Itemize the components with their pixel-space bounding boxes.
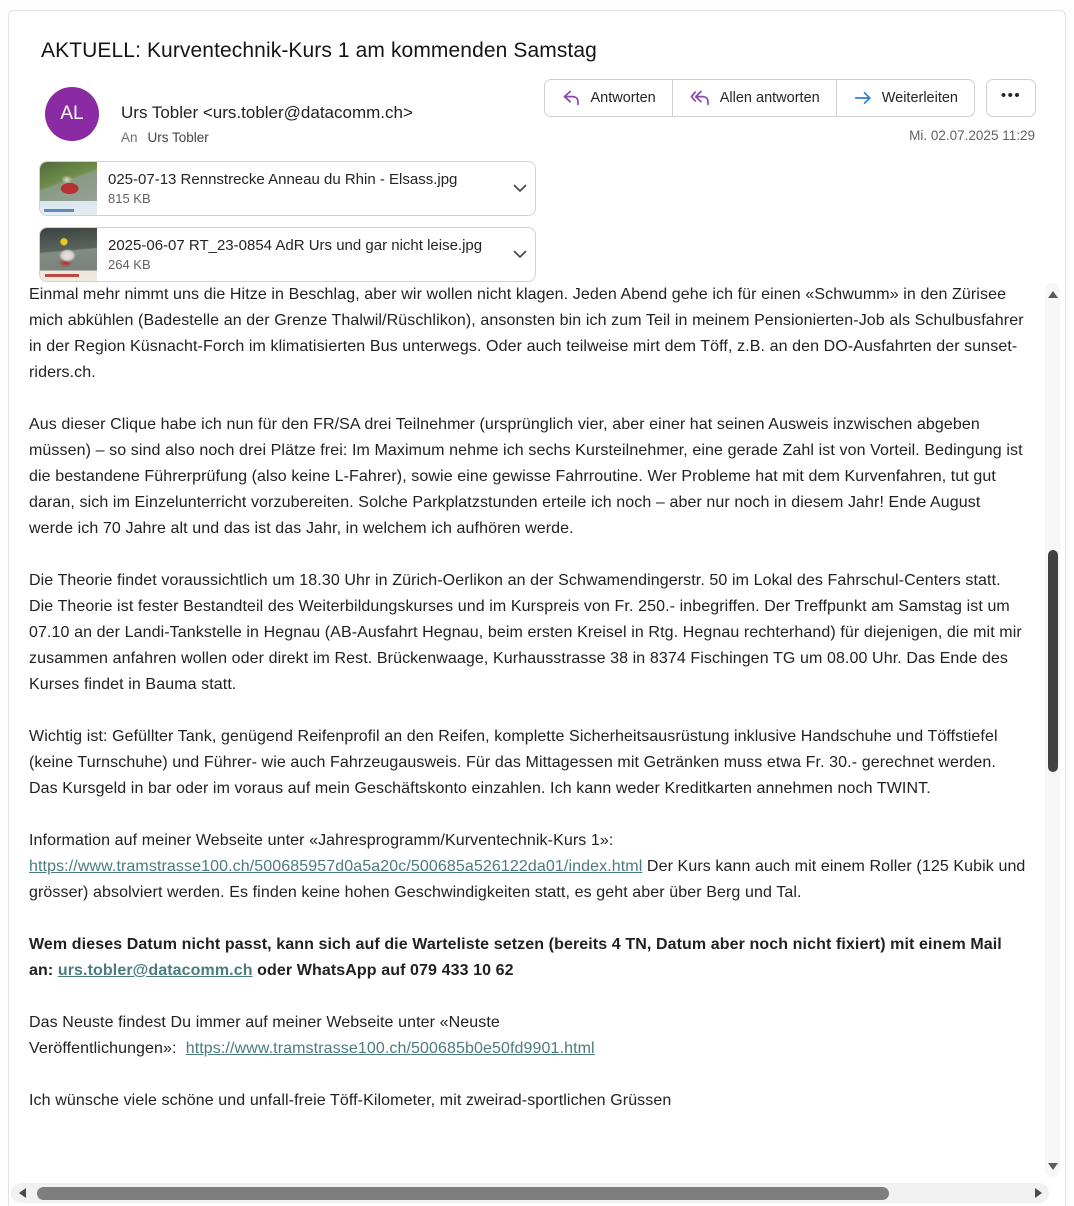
attachment-thumbnail xyxy=(40,162,97,215)
reply-label: Antworten xyxy=(590,90,656,106)
body-text: Der Kurs kann auch mit einem Roller (125 Kubik und grösser) absolviert werden. Es finden keine hohen Geschwindigkeiten statt, es geht aber über Berg und Tal. xyxy=(29,858,1026,901)
attachment-meta xyxy=(97,171,505,206)
body-link[interactable]: https://www.tramstrasse100.ch/500685b0e50fd9901.html xyxy=(185,1040,595,1057)
received-date: Mi. 02.07.2025 11:29 xyxy=(909,128,1035,143)
chevron-down-icon[interactable] xyxy=(505,250,535,259)
forward-icon xyxy=(853,88,873,108)
body-text: Aus dieser Clique habe ich nun für den FR/SA drei Teilnehmer (ursprünglich vier, aber einer hat seinen Ausweis inzwischen abgeben müssen) – so sind also noch drei Plätze frei: Im Maximum nehme ich sechs Kursteilnehmer, eine gerade Zahl ist von Vorteil. Bedingung ist die bestandene Führerprüfung (also keine L-Fahrer), sowie eine gewisse Fahrroutine. Wer Probleme hat mit dem Kurvenfahren, tut gut daran, sich im Einzelunterricht vorzubereiten. Solche Parkplatzstunden erteile ich noch – aber nur noch in diesem Jahr! Ende August werde ich 70 Jahre alt und das ist das Jahr, in welchem ich aufhören werde. xyxy=(29,416,1023,537)
attachment-name: 2025-06-07 RT_23-0854 AdR Urs und gar nicht leise.jpg xyxy=(108,237,483,254)
to-label: An xyxy=(121,130,138,145)
attachment-list xyxy=(39,161,536,293)
avatar-initials: AL xyxy=(60,103,84,124)
scroll-up-icon[interactable] xyxy=(1045,286,1060,302)
scroll-down-icon[interactable] xyxy=(1045,1158,1060,1174)
body-paragraph xyxy=(29,282,1027,386)
email-subject: AKTUELL: Kurventechnik-Kurs 1 am kommenden Samstag xyxy=(41,39,597,62)
response-toolbar xyxy=(544,79,975,117)
attachment-card[interactable] xyxy=(39,161,536,216)
attachment-thumbnail xyxy=(40,228,97,281)
body-text: Wichtig ist: Gefüllter Tank, genügend Reifenprofil an den Reifen, komplette Sicherheitsausrüstung inklusive Handschuhe und Töffstiefel (keine Turnschuhe) und Führer- wie auch Fahrzeugausweis. Für das Mittagessen mit Getränken muss etwa Fr. 30.- gerechnet werden. Das Kursgeld in bar oder im voraus auf mein Geschäftskonto einzahlen. Ich kann weder Kreditkarten annehmen noch TWINT. xyxy=(29,728,998,797)
recipient-line xyxy=(121,130,209,145)
body-paragraph xyxy=(29,568,1027,698)
email-body xyxy=(29,282,1027,1180)
reply-all-label: Allen antworten xyxy=(719,90,820,106)
body-text: Die Theorie findet voraussichtlich um 18.30 Uhr in Zürich-Oerlikon an der Schwamendingerstr. 50 im Lokal des Fahrschul-Centers statt. Die Theorie ist fester Bestandteil des Weiterbildungskurses und im Kurspreis von Fr. 250.- inbegriffen. Der Treffpunkt am Samstag ist um 07.10 an der Landi-Tankstelle in Hegnau (AB-Ausfahrt Hegnau, beim ersten Kreisel in Rtg. Hegnau rechterhand) für diejenigen, die mit mir zusammen anfahren wollen oder direkt im Rest. Brückenwaage, Kurhausstrasse 38 in 8374 Fischingen TG um 08.00 Uhr. Das Ende des Kurses findet in Bauma statt. xyxy=(29,572,1022,693)
scroll-left-icon[interactable] xyxy=(13,1183,31,1203)
email-reading-pane xyxy=(8,10,1066,1206)
reply-all-button[interactable] xyxy=(673,80,837,116)
body-paragraph xyxy=(29,412,1027,542)
scroll-right-icon[interactable] xyxy=(1029,1183,1047,1203)
vertical-scroll-thumb[interactable] xyxy=(1048,550,1058,772)
body-paragraph xyxy=(29,828,1027,906)
avatar[interactable] xyxy=(45,87,99,141)
vertical-scrollbar[interactable] xyxy=(1045,283,1060,1177)
body-text: Ich wünsche viele schöne und unfall-freie Töff-Kilometer, mit zweirad-sportlichen Grüssen xyxy=(29,1092,672,1109)
body-text: Wem dieses Datum nicht passt, kann sich auf die Warteliste setzen (bereits 4 TN, Datum aber noch nicht fixiert) mit einem Mail an: xyxy=(29,936,1002,979)
attachment-size: 264 KB xyxy=(108,257,151,272)
body-link[interactable]: https://www.tramstrasse100.ch/500685957d0a5a20c/500685a526122da01/index.html xyxy=(29,858,643,875)
body-paragraph xyxy=(29,1010,1027,1062)
recipient-name[interactable]: Urs Tobler xyxy=(147,130,209,145)
body-text: Das Neuste findest Du immer auf meiner Webseite unter «Neuste xyxy=(29,1014,500,1031)
body-paragraph xyxy=(29,932,1027,984)
reply-all-icon xyxy=(689,88,711,108)
sender-name[interactable]: Urs Tobler <urs.tobler@datacomm.ch> xyxy=(121,103,413,122)
forward-button[interactable] xyxy=(837,80,974,116)
body-text: Information auf meiner Webseite unter «Jahresprogramm/Kurventechnik-Kurs 1»: xyxy=(29,832,614,849)
body-text: Veröffentlichungen»: xyxy=(29,1040,186,1057)
body-text: Einmal mehr nimmt uns die Hitze in Beschlag, aber wir wollen nicht klagen. Jeden Abend gehe ich für einen «Schwumm» in den Zürisee mich abkühlen (Badestelle an der Grenze Thalwil/Rüschlikon), ansonsten bin ich zum Teil in meinem Pensionierten-Job als Schulbusfahrer in der Region Küsnacht-Forch im klimatisierten Bus unterwegs. Oder auch teilweise mirt dem Töff, z.B. an den DO-Ausfahrten der sunset-riders.ch. xyxy=(29,286,1024,381)
attachment-meta xyxy=(97,237,505,272)
horizontal-scroll-thumb[interactable] xyxy=(37,1187,889,1200)
attachment-name: 025-07-13 Rennstrecke Anneau du Rhin - Elsass.jpg xyxy=(108,171,458,188)
attachment-size: 815 KB xyxy=(108,191,151,206)
more-options-button[interactable] xyxy=(986,79,1036,117)
attachment-card[interactable] xyxy=(39,227,536,282)
body-paragraph xyxy=(29,724,1027,802)
horizontal-scrollbar[interactable] xyxy=(11,1183,1049,1203)
body-link[interactable]: urs.tobler@datacomm.ch xyxy=(57,962,253,979)
body-text: oder WhatsApp auf 079 433 10 62 xyxy=(252,962,514,979)
body-paragraph xyxy=(29,1088,1027,1114)
reply-button[interactable] xyxy=(545,80,672,116)
chevron-down-icon[interactable] xyxy=(505,184,535,193)
more-options-icon: ••• xyxy=(1000,86,1022,104)
forward-label: Weiterleiten xyxy=(881,90,958,106)
reply-icon xyxy=(561,88,581,108)
